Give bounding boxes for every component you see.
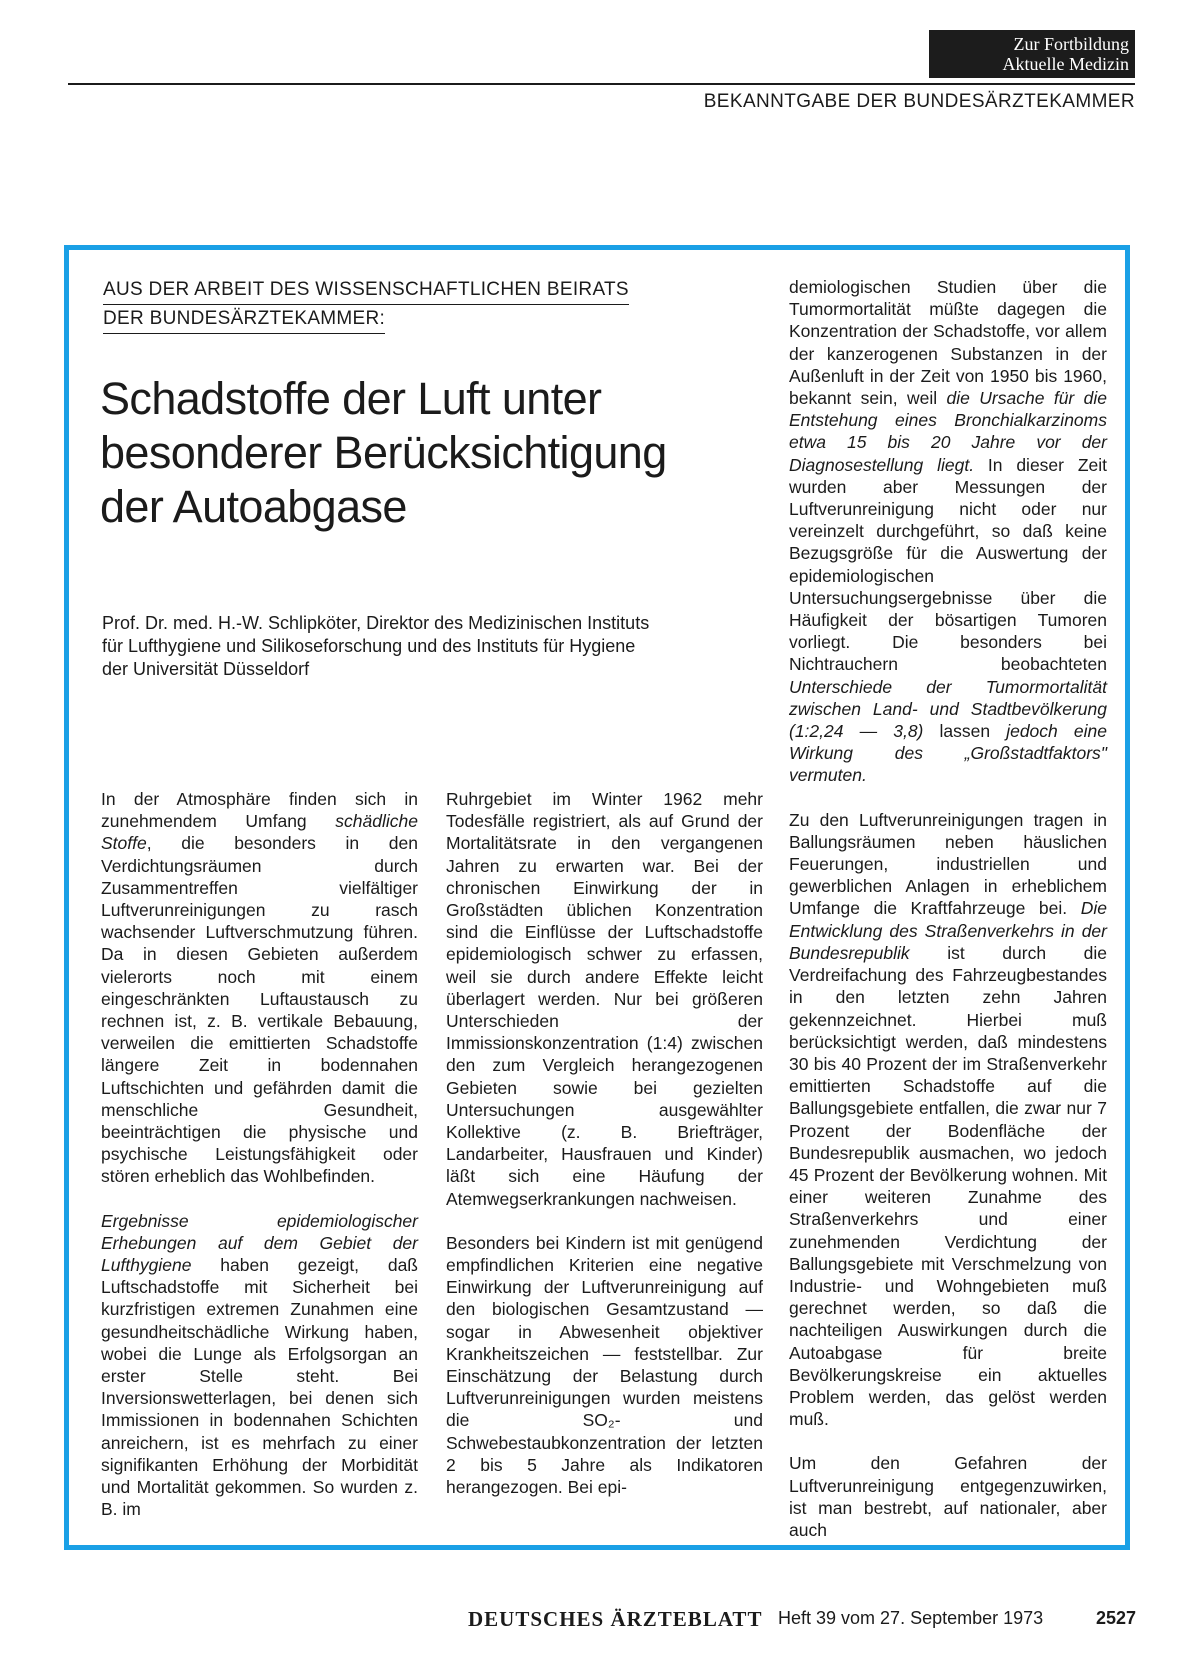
section-label: BEKANNTGABE DER BUNDESÄRZTEKAMMER [703,91,1135,112]
byline-line-3: der Universität Düsseldorf [102,659,310,679]
title-line-1: Schadstoffe der Luft unter [100,373,602,424]
text-run: lassen [923,721,1007,742]
article-kicker [103,276,663,334]
paragraph: Ruhrgebiet im Winter 1962 mehr Todesfälle registriert, als auf Grund der Mortalitätsrate in den vergangenen Jahren zu erwarten war. Bei der chronischen Einwirkung der in Großstädten üblichen Konzentration sind die Einflüsse der Luftschadstoffe epidemiologisch schwer zu erfassen, weil sie durch andere Effekte leicht überlagert werden. Nur bei größeren Unterschieden der Immissionskonzentration (1:4) zwischen den zum Vergleich herangezogenen Gebieten sowie bei gezielten Untersuchungen ausgewählter Kollektive (z. B. Briefträger, Landarbeiter, Hausfrauen und Kinder) läßt sich eine Häufung der Atemwegserkrankungen nachweisen. [446,789,763,1209]
title-line-3: der Autoabgase [100,481,407,532]
paragraph: Um den Gefahren der Luftverunreinigung entgegenzuwirken, ist man bestrebt, auf nationaler, aber auch [789,1453,1107,1540]
header-rule [68,83,1135,85]
text-column-2 [446,788,763,1520]
paragraph [789,809,1107,1431]
paragraph [101,788,418,1188]
publication-name: DEUTSCHES ÄRZTEBLATT [468,1607,763,1631]
issue-info: Heft 39 vom 27. September 1973 [778,1608,1044,1628]
section-tag-line1: Zur Fortbildung [1013,34,1129,54]
author-byline [102,612,732,681]
text-run: In der Atmosphäre finden sich in zunehmendem Umfang [101,789,418,832]
emphasis: Die Entwicklung des Straßenverkehrs in der Bundesrepublik [789,898,1107,963]
paragraph [101,1210,418,1521]
title-line-2: besonderer Berücksichtigung [100,427,667,478]
text-run: , die besonders in den Verdichtungsräumen durch Zusammentreffen vielfältiger Luftverunreinigungen zu rasch wachsender Luftverschmutzung führen. Da in diesen Gebieten außerdem vielerorts noch mit einem eingeschränkten Luftaustausch zu rechnen ist, z. B. vertikale Bebauung, verweilen die emittierten Schadstoffe längere Zeit in bodennahen Luftschichten und gefährden damit die menschliche Gesundheit, beeinträchtigen die physische und psychische Leistungsfähigkeit oder stören erheblich das Wohlbefinden. [101,833,418,1187]
paragraph [789,276,1107,787]
paragraph: Besonders bei Kindern ist mit genügend empfindlichen Kriterien eine negative Einwirkung der Luftverunreinigung auf den biologischen Gesamtzustand — sogar in Abwesenheit objektiver Krankheitszeichen — feststellbar. Zur Einschätzung der Belastung durch Luftverunreinigungen wurden meistens die SO₂- und Schwebestaubkonzentration der letzten 2 bis 5 Jahre als Indikatoren herangezogen. Bei epi- [446,1232,763,1498]
text-run: haben gezeigt, daß Luftschadstoffe mit Sicherheit bei kurzfristigen extremen Zunahmen eine gesundheitschädliche Wirkung haben, wobei die Lunge als Erfolgsorgan an erster Stelle steht. Bei Inversionswetterlagen, bei denen sich Immissionen in bodennahen Schichten anreichern, ist es mehrfach zu einer signifikanten Erhöhung der Morbidität und Mortalität gekommen. So wurden z. B. im [101,1255,418,1520]
emphasis: Unterschiede der Tumormortalität zwischen Land- und Stadtbevölkerung (1:2,24 — 3,8) [789,676,1107,742]
section-tag-line2: Aktuelle Medizin [1002,54,1129,74]
byline-line-1: Prof. Dr. med. H.-W. Schlipköter, Direktor des Medizinischen Instituts [102,613,650,633]
text-column-3 [789,276,1107,1563]
kicker-line-1: AUS DER ARBEIT DES WISSENSCHAFTLICHEN BEIRATS [103,276,629,305]
emphasis: schädliche Stoffe [101,811,418,854]
text-run: demiologischen Studien über die Tumormortalität müßte dagegen die Konzentration der Schadstoffe, vor allem der kanzerogenen Substanzen in der Außenluft in der Zeit von 1950 bis 1960, bekannt sein, weil [789,277,1107,409]
emphasis: die Ursache für die Entstehung eines Bronchialkarzinoms etwa 15 bis 20 Jahre vor der Diagnosestellung liegt. [789,388,1107,475]
kicker-line-2: DER BUNDESÄRZTEKAMMER: [103,305,385,334]
text-run: In dieser Zeit wurden aber Messungen der Luftverunreinigung nicht oder nur vereinzelt durchgeführt, so daß keine Bezugsgröße für die Auswertung der epidemiologischen Untersuchungsergebnisse über die Häufigkeit der bösartigen Tumoren vorliegt. Die besonders bei Nichtrauchern beobachteten [789,454,1107,675]
emphasis: Ergebnisse epidemiologischer Erhebungen auf dem Gebiet der Lufthygiene [101,1210,418,1276]
byline-line-2: für Lufthygiene und Silikoseforschung und des Instituts für Hygiene [102,636,636,656]
text-run: Zu den Luftverunreinigungen tragen in Ballungsräumen neben häuslichen Feuerungen, industriellen und gewerblichen Anlagen in erheblichem Umfange die Kraftfahrzeuge bei. [789,809,1107,919]
text-run: ist durch die Verdreifachung des Fahrzeugbestandes in den letzten zehn Jahren gekennzeichnet. Hierbei muß berücksichtigt werden, daß mindestens 30 bis 40 Prozent der im Straßenverkehr emittierten Schadstoffe auf die Ballungsgebiete entfallen, die zwar nur 7 Prozent der Bodenfläche der Bundesrepublik ausmachen, wo jedoch 45 Prozent der Bevölkerung wohnen. Mit einer weiteren Zunahme des Straßenverkehrs und einer zunehmenden Verdichtung der Ballungsgebiete mit Verschmelzung von Industrie- und Wohngebieten muß gerechnet werden, so daß die nachteiligen Auswirkungen durch die Autoabgase für breite Bevölkerungskreise ein aktuelles Problem werden, das gelöst werden muß. [789,942,1107,1430]
article-title [100,372,720,534]
page-number: 2527 [1096,1608,1137,1628]
text-column-1 [101,788,418,1543]
section-tag [929,30,1135,78]
emphasis: jedoch eine Wirkung des „Großstadtfaktors" vermuten. [789,721,1107,786]
